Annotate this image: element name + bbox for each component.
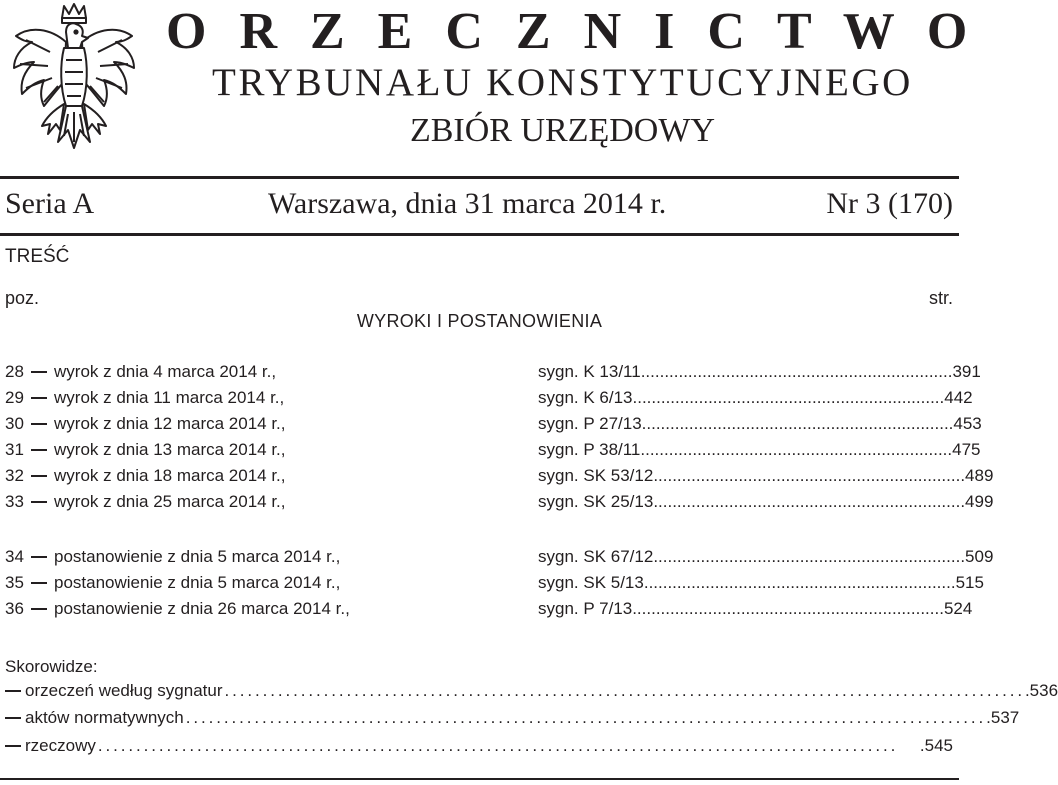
entry-dash — [31, 371, 47, 373]
dot-leader: .................................................................. — [640, 362, 953, 381]
page-column-label: str. — [928, 288, 953, 308]
divider-middle — [0, 233, 959, 236]
toc-entry — [0, 544, 994, 570]
dot-leader: .................................................................. — [641, 414, 954, 433]
entry-signature: sygn. SK 67/12 — [538, 547, 654, 566]
entry-dash — [31, 608, 47, 610]
entry-signature: sygn. SK 25/13 — [538, 492, 654, 511]
index-dash — [5, 717, 21, 719]
entry-page: 515 — [955, 573, 984, 592]
entry-number: 36 — [5, 599, 24, 618]
series-label: Seria A — [5, 187, 95, 220]
toc-entry — [0, 489, 994, 515]
polish-eagle-emblem-icon — [6, 2, 142, 158]
entry-page: 509 — [965, 547, 994, 566]
position-column-label: poz. — [5, 288, 40, 308]
index-page: .536 — [1024, 681, 1058, 700]
entry-description: wyrok z dnia 13 marca 2014 r., — [54, 440, 286, 459]
dot-leader: .................................................................. — [653, 466, 966, 485]
index-dash — [5, 745, 21, 747]
place-date: Warszawa, dnia 31 marca 2014 r. — [268, 187, 667, 220]
entry-number: 33 — [5, 492, 24, 511]
issue-number: Nr 3 (170) — [826, 187, 953, 220]
dot-leader: .................................................................. — [640, 440, 953, 459]
dot-leader: ......................................................................................................... — [224, 681, 1025, 700]
indexes-heading: Skorowidze: — [5, 657, 98, 676]
toc-entry — [0, 385, 973, 411]
entry-description: postanowienie z dnia 26 marca 2014 r., — [54, 599, 350, 618]
divider-bottom — [0, 778, 959, 780]
entry-description: wyrok z dnia 18 marca 2014 r., — [54, 466, 286, 485]
index-label: orzeczeń według sygnatur — [25, 681, 223, 700]
divider-top — [0, 176, 959, 179]
entry-number: 35 — [5, 573, 24, 592]
entry-description: wyrok z dnia 12 marca 2014 r., — [54, 414, 286, 433]
entry-dash — [31, 449, 47, 451]
entry-number: 29 — [5, 388, 24, 407]
collection-label: ZBIÓR URZĘDOWY — [409, 112, 716, 149]
entry-signature: sygn. K 13/11 — [538, 362, 641, 381]
entry-page: 499 — [965, 492, 994, 511]
entry-dash — [31, 556, 47, 558]
index-entry — [0, 705, 1020, 731]
entry-number: 30 — [5, 414, 24, 433]
entry-number: 28 — [5, 362, 24, 381]
entry-page: 489 — [965, 466, 994, 485]
entry-page: 391 — [952, 362, 981, 381]
index-label: aktów normatywnych — [25, 708, 184, 727]
entry-description: wyrok z dnia 4 marca 2014 r., — [54, 362, 277, 381]
entry-signature: sygn. K 6/13 — [538, 388, 633, 407]
entry-dash — [31, 582, 47, 584]
entry-page: 453 — [953, 414, 982, 433]
entry-number: 34 — [5, 547, 24, 566]
entry-number: 31 — [5, 440, 24, 459]
dot-leader: ......................................................................................................... — [97, 736, 899, 755]
dot-leader: .................................................................. — [643, 573, 956, 592]
index-label: rzeczowy — [25, 736, 96, 755]
index-entry — [0, 678, 1058, 704]
publication-title: O R Z E C Z N I C T W O — [166, 3, 978, 60]
section-heading: WYROKI I POSTANOWIENIA — [356, 311, 603, 331]
entry-page: 475 — [952, 440, 981, 459]
dot-leader: .................................................................. — [653, 492, 966, 511]
toc-entry — [0, 570, 984, 596]
toc-entry — [0, 596, 973, 622]
index-page: .537 — [986, 708, 1020, 727]
entry-signature: sygn. SK 5/13 — [538, 573, 644, 592]
entry-number: 32 — [5, 466, 24, 485]
dot-leader: .................................................................. — [632, 599, 944, 618]
entry-description: postanowienie z dnia 5 marca 2014 r., — [54, 573, 341, 592]
toc-entry — [0, 463, 994, 489]
dot-leader: ......................................................................................................... — [185, 708, 987, 727]
entry-description: wyrok z dnia 11 marca 2014 r., — [54, 388, 285, 407]
entry-dash — [31, 475, 47, 477]
index-page: .545 — [919, 736, 953, 755]
entry-signature: sygn. P 27/13 — [538, 414, 642, 433]
entry-signature: sygn. SK 53/12 — [538, 466, 654, 485]
entry-page: 442 — [944, 388, 973, 407]
entry-page: 524 — [943, 599, 973, 618]
entry-signature: sygn. P 7/13 — [538, 599, 633, 618]
toc-entry — [0, 411, 982, 437]
contents-heading: TREŚĆ — [5, 246, 70, 267]
entry-dash — [31, 423, 47, 425]
dot-leader: .................................................................. — [632, 388, 945, 407]
entry-dash — [31, 397, 47, 399]
index-entry — [0, 733, 959, 759]
dot-leader: .................................................................. — [653, 547, 966, 566]
entry-signature: sygn. P 38/11 — [538, 440, 641, 459]
entry-description: postanowienie z dnia 5 marca 2014 r., — [54, 547, 341, 566]
entry-description: wyrok z dnia 25 marca 2014 r., — [54, 492, 286, 511]
index-dash — [5, 690, 21, 692]
toc-entry — [0, 359, 981, 385]
toc-entry — [0, 437, 981, 463]
publication-subtitle: TRYBUNAŁU KONSTYTUCYJNEGO — [212, 61, 913, 104]
entry-dash — [31, 501, 47, 503]
